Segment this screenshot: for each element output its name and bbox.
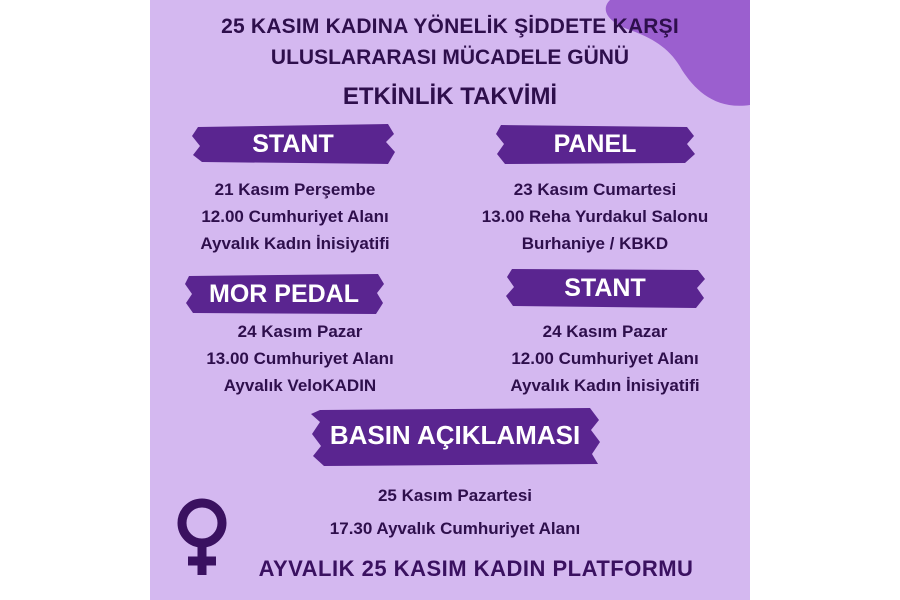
- basin-date: 25 Kasım Pazartesi: [377, 486, 533, 505]
- header-title-line2: ULUSLARARASI MÜCADELE GÜNÜ: [270, 46, 630, 69]
- morpedal-time-place: 13.00 Cumhuriyet Alanı: [206, 349, 394, 368]
- stant2-details: [460, 318, 750, 399]
- footer-platform-name: AYVALIK 25 KASIM KADIN PLATFORMU: [258, 556, 694, 581]
- morpedal-badge: [184, 272, 384, 316]
- morpedal-date: 24 Kasım Pazar: [237, 322, 363, 341]
- basin-details: [270, 482, 640, 542]
- morpedal-details: [170, 318, 430, 399]
- stant2-time-place: 12.00 Cumhuriyet Alanı: [511, 349, 699, 368]
- basin-time-place: 17.30 Ayvalık Cumhuriyet Alanı: [329, 519, 581, 538]
- panel-badge: [495, 122, 695, 166]
- stant1-title: STANT: [252, 130, 334, 158]
- header-title-line3: ETKİNLİK TAKVİMİ: [342, 83, 558, 110]
- stant2-badge: [505, 266, 705, 310]
- basin-badge: [310, 406, 600, 468]
- stant1-date: 21 Kasım Perşembe: [214, 180, 376, 199]
- stant1-details: [170, 176, 420, 257]
- stant2-date: 24 Kasım Pazar: [542, 322, 668, 341]
- panel-date: 23 Kasım Cumartesi: [513, 180, 677, 199]
- basin-title: BASIN AÇIKLAMASI: [329, 420, 581, 450]
- panel-details: [450, 176, 740, 257]
- stant2-title: STANT: [564, 274, 646, 302]
- panel-title: PANEL: [553, 130, 637, 158]
- morpedal-organizer: Ayvalık VeloKADIN: [223, 376, 377, 395]
- header-title-line1: 25 KASIM KADINA YÖNELİK ŞİDDETE KARŞI: [221, 15, 679, 38]
- stant1-time-place: 12.00 Cumhuriyet Alanı: [201, 207, 389, 226]
- poster: [150, 0, 750, 600]
- panel-time-place: 13.00 Reha Yurdakul Salonu: [481, 207, 709, 226]
- stant1-organizer: Ayvalık Kadın İnisiyatifi: [200, 234, 390, 253]
- stant2-organizer: Ayvalık Kadın İnisiyatifi: [510, 376, 700, 395]
- panel-organizer: Burhaniye / KBKD: [521, 234, 669, 253]
- morpedal-title: MOR PEDAL: [209, 280, 359, 308]
- stant1-badge: [190, 122, 396, 166]
